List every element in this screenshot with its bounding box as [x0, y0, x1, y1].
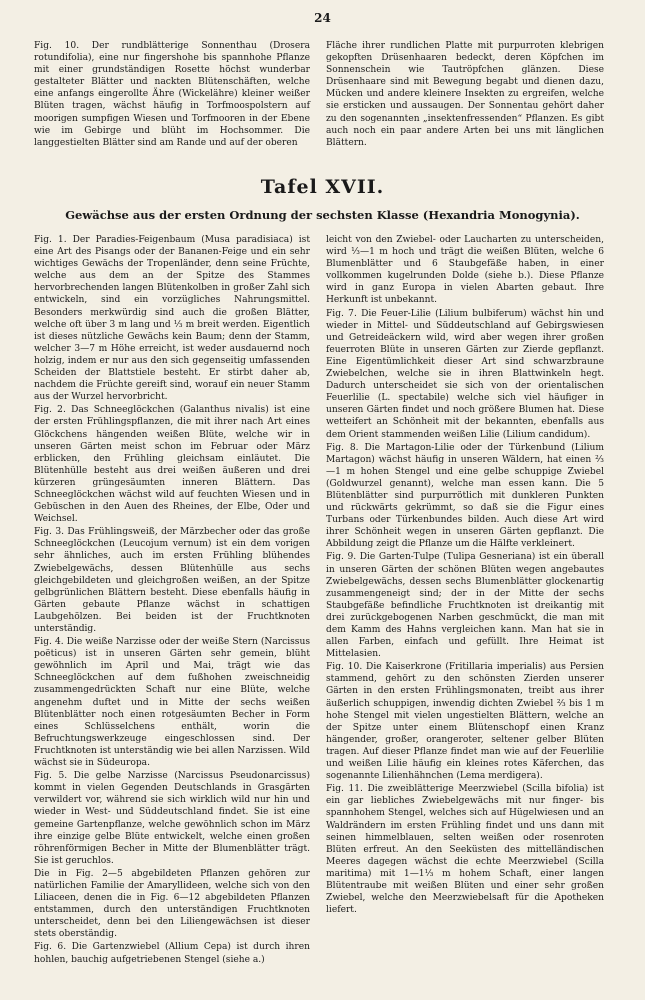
paragraph: Fig. 10. Die Kaiserkrone (Fritillaria imperialis) aus Persien stammend, gehört zu den schönsten Zierden unserer Gärten in den ersten Frühlingsmonaten, treibt aus ihrer äußerlich schuppigen, inwendig dichten Zwiebel ⅔ bis 1 m hohe Stengel mit vielen ungestielten Blättern, welche an der Spitze unter einem Blütenschopf einen Kranz hängender, großer, orangeroter, seltener gelber Blüten tragen. Auf dieser Pflanze findet man wie auf der Feuerlilie und weißen Lilie häufig ein kleines rotes Käferchen, das sogenannte Lilienhähnchen (Lema merdigera). [326, 662, 604, 782]
paragraph: Fig. 10. Der rundblätterige Sonnenthau (Drosera rotundifolia), eine nur fingershohe bis spannhohe Pflanze mit einer grundständigen Rosette höchst wunderbar gestalteter Blätter und nackten Blütenschäften, welche eine anfangs eingerollte Ähre (Wickelähre) kleiner weißer Blüten tragen, wächst häufig in Torfmoospolstern auf moorigen sumpfigen Wiesen und Torfmooren in der Ebene wie im Gebirge und blüht im Hochsommer. Die langgestielten Blätter sind am Rande und auf der oberen [34, 41, 310, 148]
paragraph: Fig. 11. Die zweiblätterige Meerzwiebel (Scilla bifolia) ist ein gar liebliches Zwiebelgewächs mit nur finger- bis spannhohem Stengel, welches sich auf Hügelwiesen und an Waldrändern im ersten Frühling findet und uns dann mit seinen himmelblauen, selten weißen oder rosenroten Blüten erfreut. An den Seeküsten des mittelländischen Meeres dagegen wächst die echte Meerzwiebel (Scilla maritima) mit 1—1⅓ m hohem Schaft, einer langen Blütentraube mit weißen Blüten und einer sehr großen Zwiebel, welche den Meerzwiebelsaft für die Apotheken liefert. [326, 784, 604, 916]
plate-subtitle: Gewächse aus der ersten Ordnung der sechsten Klasse (Hexandria Monogynia). [65, 208, 580, 222]
top-left-column [34, 40, 310, 149]
paragraph: Fig. 7. Die Feuer-Lilie (Lilium bulbiferum) wächst hin und wieder in Mittel- und Süddeutschland auf Gebirgswiesen und Getreideäckern wild, wird aber wegen ihrer großen feuerroten Blüte in unseren Gärten zur Zierde gepflanzt. Eine Eigentümlichkeit dieser Art sind schwarzbraune Zwiebelchen, welche sie in ihren Blattwinkeln hegt. Dadurch unterscheidet sie sich von der orientalischen Feuerlilie (L. spectabile) welche sich viel häufiger in unseren Gärten findet und noch größere Blumen hat. Diese wetteifert an Schönheit mit der bekannten, ebenfalls aus dem Orient stammenden weißen Lilie (Lilium candidum). [326, 308, 604, 440]
paragraph: Fläche ihrer rundlichen Platte mit purpurroten klebrigen gekopften Drüsenhaaren bedeckt, deren Köpfchen im Sonnenschein wie Tautröpfchen glänzen. Diese Drüsenhaare sind mit Bewegung begabt und dienen dazu, Mücken und andere kleinere Insekten zu ergreifen, welche sie ersticken und aussaugen. Der Sonnentau gehört daher zu den sogenannten „insektenfressenden“ Pflanzen. Es gibt auch noch ein paar andere Arten bei uns mit länglichen Blättern. [326, 41, 604, 148]
paragraph: Die in Fig. 2—5 abgebildeten Pflanzen gehören zur natürlichen Familie der Amaryllideen, welche sich von den Liliaceen, denen die in Fig. 6—12 abgebildeten Pflanzen entstammen, durch den unterständigen Fruchtknoten unterscheidet, denn bei den Liliengewächsen ist dieser stets oberständig. [34, 868, 310, 940]
plate-title: Tafel XVII. [260, 176, 385, 198]
left-column [34, 234, 310, 966]
top-right-column [326, 40, 604, 149]
right-column [326, 234, 604, 916]
paragraph: Fig. 1. Der Paradies-Feigenbaum (Musa paradisiaca) ist eine Art des Pisangs oder der Bananen-Feige und ein sehr wichtiges Gewächs der Tropenländer, denn seine Früchte, welche aus dem an der Spitze des Stammes hervorbrechenden langen Blütenkolben in großer Zahl sich entwickeln, sind ein vorzügliches Nahrungsmittel. Besonders merkwürdig sind auch die großen Blätter, welche oft über 3 m lang und ⅓ m breit werden. Eigentlich ist dieses nützliche Gewächs kein Baum; denn der Stamm, welcher 3—7 m Höhe erreicht, ist weder ausdauernd noch holzig, indem er nur aus den sich gegenseitig umfassenden Scheiden der Blattstiele besteht. Er stirbt daher ab, nachdem die Früchte gereift sind, worauf ein neuer Stamm aus der Wurzel hervorbricht. [34, 235, 310, 403]
paragraph: Fig. 6. Die Gartenzwiebel (Allium Cepa) ist durch ihren hohlen, bauchig aufgetriebenen Stengel (siehe a.) [34, 942, 310, 965]
paragraph: Fig. 8. Die Martagon-Lilie oder der Türkenbund (Lilium Martagon) wächst häufig in unseren Wäldern, hat einen ⅔—1 m hohen Stengel und eine gelbe schuppige Zwiebel (Goldwurzel genannt), welche man essen kann. Die 5 Blütenblätter sind purpurrötlich mit dunkleren Punkten und rückwärts gekrümmt, so daß sie die Figur eines Turbans oder Türkenbundes bilden. Auch diese Art wird ihrer Schönheit wegen in unseren Gärten gepflanzt. Die Abbildung zeigt die Pflanze um die Hälfte verkleinert. [326, 442, 604, 550]
paragraph: leicht von den Zwiebel- oder Laucharten zu unterscheiden, wird ⅓—1 m hoch und trägt die weißen Blüten, welche 6 Blumenblätter und 6 Staubgefäße haben, in einer vollkommen kugelrunden Dolde (siehe b.). Diese Pflanze wird in ganz Europa in vielen Abarten gebaut. Ihre Herkunft ist unbekannt. [326, 235, 604, 306]
paragraph: Fig. 9. Die Garten-Tulpe (Tulipa Gesneriana) ist ein überall in unseren Gärten der schönen Blüten wegen angebautes Zwiebelgewächs, dessen sechs Blumenblätter glockenartig zusammengeneigt sind; der in der Mitte der sechs Staubgefäße befindliche Fruchtknoten ist dreikantig mit drei zurückgebogenen Narben geschmückt, die man mit dem Kamm des Hahns vergleichen kann. Man hat sie in allen Farben, einfach und gefüllt. Ihre Heimat ist Mittelasien. [326, 552, 604, 660]
paragraph: Fig. 5. Die gelbe Narzisse (Narcissus Pseudonarcissus) kommt in vielen Gegenden Deutschlands in Grasgärten verwildert vor, während sie sich wirklich wild nur hin und wieder in West- und Süddeutschland findet. Sie ist eine gemeine Gartenpflanze, welche gewöhnlich schon im März ihre einzige gelbe Blüte entwickelt, welche einen großen röhrenförmigen Becher in Mitte der Blumenblätter trägt. Sie ist geruchlos. [34, 771, 310, 866]
page-number: 24 [314, 11, 331, 25]
paragraph: Fig. 3. Das Frühlingsweiß, der Märzbecher oder das große Schneeglöckchen (Leucojum vernum) ist ein dem vorigen sehr ähnliches, auch im ersten Frühling blühendes Zwiebelgewächs, dessen Blütenhülle aus sechs gleichgebildeten und gleichgroßen weißen, an der Spitze gelbgrünlichen Blättern besteht. Diese ebenfalls häufig in Gärten gebaute Pflanze wächst in schattigen Laubgehölzen. Bei beiden ist der Fruchtknoten unterständig. [34, 527, 310, 634]
paragraph: Fig. 4. Die weiße Narzisse oder der weiße Stern (Narcissus poëticus) ist in unseren Gärten sehr gemein, blüht gewöhnlich im April und Mai, trägt wie das Schneeglöckchen auf dem fußhohen zweischneidig zusammengedrückten Schaft nur eine Blüte, welche angenehm duftet und in Mitte der sechs weißen Blütenblätter noch einen rotgesäumten Becher in Form eines Schlüsselchens enthält, worin die Befruchtungswerkzeuge eingeschlossen sind. Der Fruchtknoten ist unterständig wie bei allen Narzissen. Wild wächst sie in Südeuropa. [34, 637, 310, 769]
paragraph: Fig. 2. Das Schneeglöckchen (Galanthus nivalis) ist eine der ersten Frühlingspflanzen, die mit ihrer nach Art eines Glöckchens hängenden weißen Blüte, welche wir in unseren Gärten meist schon im Februar oder März erblicken, den Frühling gleichsam einläutet. Die Blütenhülle besteht aus drei weißen äußeren und drei kürzeren grüngesäumten inneren Blättern. Das Schneeglöckchen wächst wild auf feuchten Wiesen und in Gebüschen in den Auen des Rheines, der Elbe, Oder und Weichsel. [34, 405, 310, 525]
